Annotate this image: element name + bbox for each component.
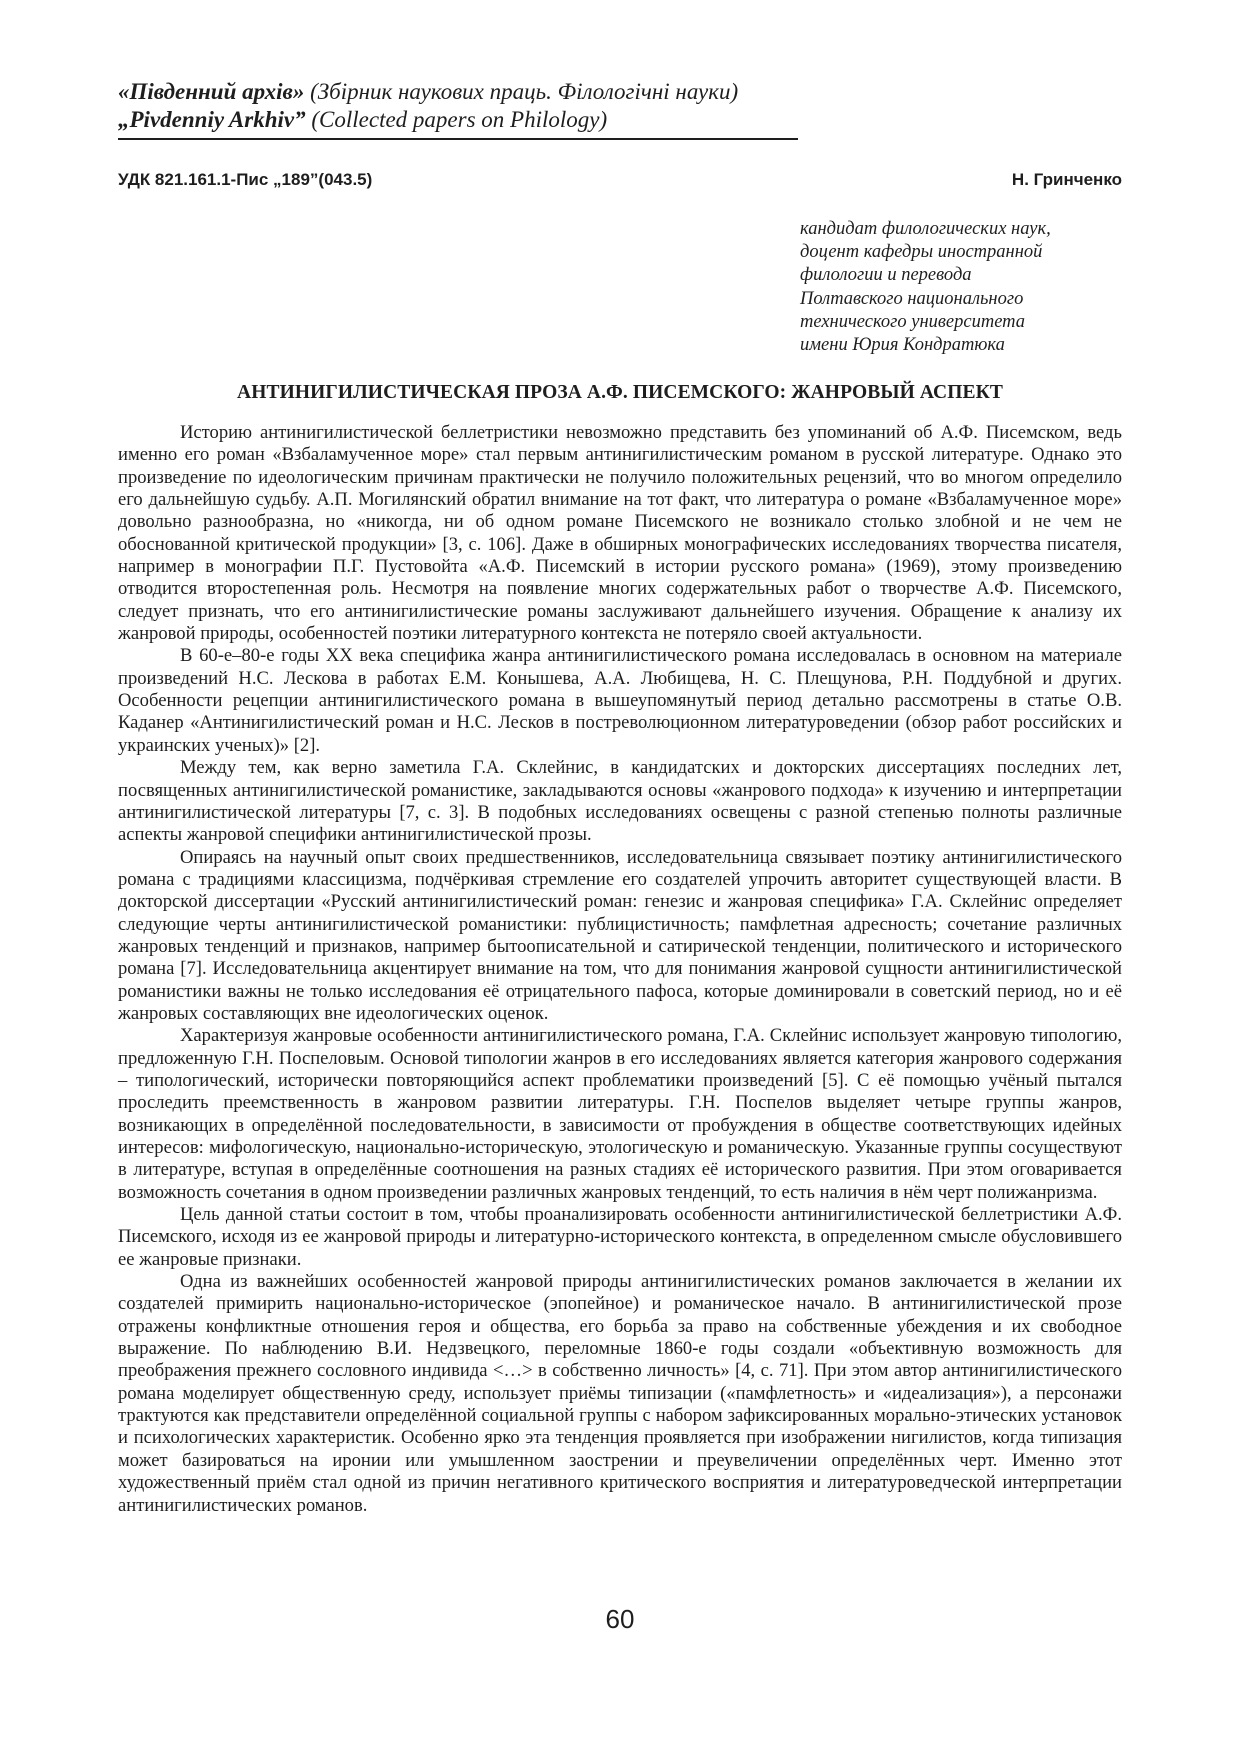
affiliation-line: имени Юрия Кондратюка (800, 335, 1005, 356)
body-paragraph: В 60-е–80-е годы XX века специфика жанра антинигилистического романа исследовалась в основном на материале произведений Н.С. Лескова в работах Е.М. Конышева, А.А. Любищева, Н. С. Плещунова, Р.Н. Поддубной и других. Особенности рецепции антинигилистического романа в вышеупомянутый период детально рассмотрены в статье О.В. Каданер «Антинигилистический роман и Н.С. Лесков в постреволюционном литературоведении (обзор работ российских и украинских ученых)» [2]. (118, 645, 1122, 756)
affiliation-line: Полтавского национального (800, 288, 1024, 309)
journal-title-en (118, 106, 798, 134)
affiliation-line: технического университета (800, 311, 1026, 332)
journal-name-en: „Pivdenniy Arkhiv” (118, 107, 306, 132)
journal-subtitle-ua: (Збірник наукових праць. Філологічні науки) (304, 79, 739, 104)
journal-header (118, 78, 798, 134)
header-divider (118, 138, 798, 140)
body-paragraph: Одна из важнейших особенностей жанровой природы антинигилистических романов заключается в желании их создателей примирить национально-историческое (эпопейное) и романическое начало. В антинигилистической прозе отражены конфликтные отношения героя и общества, его борьба за право на собственные убеждения и их свободное выражение. По наблюдению В.И. Недзвецкого, переломные 1860-е годы создали «объективную возможность для преображения прежнего сословного индивида <…> в собственно личность» [4, с. 71]. При этом автор антинигилистического романа моделирует общественную среду, использует приёмы типизации («памфлетность» и «идеализация»), а персонажи трактуются как представители определённой социальной группы с набором зафиксированных морально-этических установок и психологических характеристик. Особенно ярко эта тенденция проявляется при изображении нигилистов, когда типизация может базироваться на иронии или умышленном заострении и преувеличении определённых черт. Именно этот художественный приём стал одной из причин негативного критического восприятия и литературоведческой интерпретации антинигилистических романов. (118, 1271, 1122, 1516)
author-name: Н. Гринченко (1011, 170, 1122, 189)
body-paragraph: Между тем, как верно заметила Г.А. Склейнис, в кандидатских и докторских диссертациях последних лет, посвященных антинигилистической романистике, закладываются основы «жанрового подхода» к изучению и интерпретации антинигилистической литературы [7, с. 3]. В подобных исследованиях освещены с разной степенью полноты различные аспекты жанровой специфики антинигилистической прозы. (118, 757, 1122, 846)
affiliation-line: кандидат филологических наук, (800, 219, 1051, 239)
page-number: 60 (605, 1604, 635, 1634)
body-paragraph: Цель данной статьи состоит в том, чтобы проанализировать особенности антинигилистической беллетристики А.Ф. Писемского, исходя из ее жанровой природы и литературно-исторического контекста, в определенном смысле обусловившего ее жанровые признаки. (118, 1204, 1122, 1270)
journal-title-ua (118, 78, 798, 106)
journal-name-ua: «Південний архів» (118, 79, 305, 104)
affiliation-line: доцент кафедры иностранной (800, 242, 1043, 263)
author-affiliation (800, 218, 1130, 357)
journal-subtitle-en: (Collected papers on Philology) (305, 107, 608, 132)
body-paragraph: Опираясь на научный опыт своих предшественников, исследовательница связывает поэтику антинигилистического романа с традициями классицизма, подчёркивая стремление его создателей упрочить авторитет существующей власти. В докторской диссертации «Русский антинигилистический роман: генезис и жанровая специфика» Г.А. Склейнис определяет следующие черты антинигилистической романистики: публицистичность; памфлетная адресность; сочетание различных жанровых тенденций и признаков, например бытоописательной и сатирической тенденции, политического и исторического романа [7]. Исследовательница акцентирует внимание на том, что для понимания жанровой сущности антинигилистической романистики важны не только исследования её отрицательного пафоса, которые доминировали в советский период, но и её жанровых составляющих вне идеологических оценок. (118, 846, 1122, 1024)
article-body (118, 422, 1122, 1517)
affiliation-line: филологии и перевода (800, 265, 972, 286)
body-paragraph: Историю антинигилистической беллетристики невозможно представить без упоминаний об А.Ф. Писемском, ведь именно его роман «Взбаламученное море» стал первым антинигилистическим романом в русской литературе. Однако это произведение по идеологическим причинам практически не получило положительных рецензий, что во многом определило его дальнейшую судьбу. А.П. Могилянский обратил внимание на тот факт, что литература о романе «Взбаламученное море» довольно разнообразна, но «никогда, ни об одном романе Писемского не возникало столько злобной и не чем не обоснованной критической продукции» [3, с. 106]. Даже в обширных монографических исследованиях творчества писателя, например в монографии П.Г. Пустовойта «А.Ф. Писемский в истории русского романа» (1969), этому произведению отводится второстепенная роль. Несмотря на появление многих содержательных работ о творчестве А.Ф. Писемского, следует признать, что его антинигилистические романы заслуживают дальнейшего изучения. Обращение к анализу их жанровой природы, особенностей поэтики литературного контекста не потеряло своей актуальности. (118, 422, 1122, 645)
udk-code: УДК 821.161.1-Пис „189”(043.5) (118, 170, 373, 189)
body-paragraph: Характеризуя жанровые особенности антинигилистического романа, Г.А. Склейнис использует жанровую типологию, предложенную Г.Н. Поспеловым. Основой типологии жанров в его исследованиях является категория жанрового содержания – типологический, исторически повторяющийся аспект проблематики произведений [5]. С её помощью учёный пытался проследить преемственность в жанровом развитии литературы. Г.Н. Поспелов выделяет четыре группы жанров, возникающих в определённой последовательности, в зависимости от пробуждения в обществе соответствующих идейных интересов: мифологическую, национально-историческую, этологическую и романическую. Указанные группы сосуществуют в литературе, вступая в определённые соотношения на разных стадиях её исторического развития. При этом оговаривается возможность сочетания в одном произведении различных жанровых тенденций, то есть наличия в нём черт полижанризма. (118, 1025, 1122, 1203)
article-title: АНТИНИГИЛИСТИЧЕСКАЯ ПРОЗА А.Ф. ПИСЕМСКОГО: ЖАНРОВЫЙ АСПЕКТ (237, 382, 1003, 403)
